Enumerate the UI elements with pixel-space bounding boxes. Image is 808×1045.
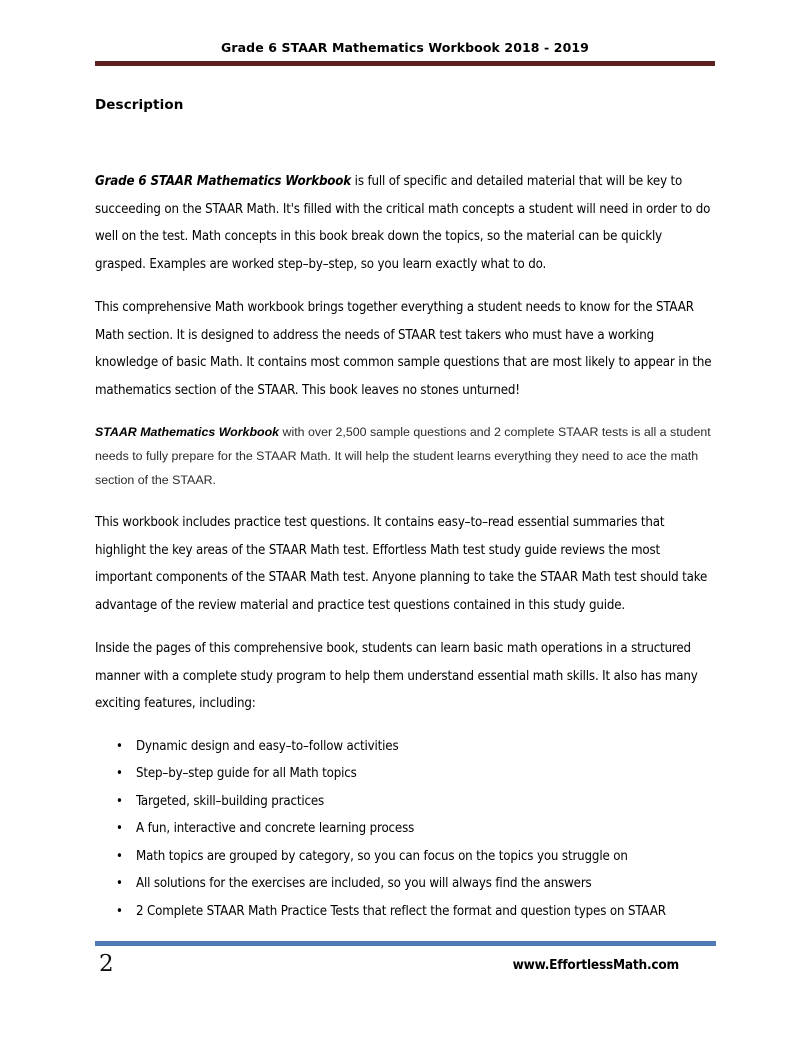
paragraph-4-text: This workbook includes practice test questions. It contains easy–to–read essential summaries that highlight the key areas of the STAAR Math test. Effortless Math test study guide reviews the most important components of the STAAR Math test. Anyone planning to take the STAAR Math test should take advantage of the review material and practice test questions contained in this study guide. (95, 515, 708, 613)
list-item-label: Math topics are grouped by category, so you can focus on the topics you struggle on (136, 848, 628, 864)
list-item (95, 870, 713, 898)
list-item-label: A fun, interactive and concrete learning process (136, 821, 415, 836)
list-item-label: All solutions for the exercises are included, so you will always find the answers (136, 876, 592, 891)
paragraph-2-text: This comprehensive Math workbook brings together everything a student needs to know for the STAAR Math section. It is designed to address the needs of STAAR test takers who must have a working knowledge of basic Math. It contains most common sample questions that are most likely to appear in the mathematics section of the STAAR. This book leaves no stones unturned! (95, 300, 712, 398)
footer-website-url: www.EffortlessMath.com (512, 957, 679, 973)
feature-list (95, 733, 713, 926)
header-divider (95, 61, 715, 66)
list-item-label: 2 Complete STAAR Math Practice Tests that reflect the format and question types on STAAR (136, 903, 666, 919)
paragraph-5 (95, 635, 713, 718)
footer-divider (95, 941, 716, 946)
paragraph-4 (95, 509, 713, 619)
paragraph-3-text: with over 2,500 sample questions and 2 complete STAAR tests is all a student needs to fully prepare for the STAAR Math. It will help the student learns everything they need to ace the math section of the STAAR. (95, 425, 711, 487)
paragraph-1-text: is full of specific and detailed material that will be key to succeeding on the STAAR Math. It's filled with the critical math concepts a student will need in order to do well on the test. Math concepts in this book break down the topics, so the material can be quickly grasped. Examples are worked step–by–step, so you learn exactly what to do. (95, 174, 711, 272)
list-item (95, 788, 713, 816)
list-item-label: Dynamic design and easy–to–follow activities (136, 738, 399, 754)
paragraph-3 (95, 420, 713, 492)
page-number: 2 (99, 951, 114, 977)
list-item (95, 733, 713, 761)
list-item (95, 843, 713, 871)
header-title: Grade 6 STAAR Mathematics Workbook 2018 - 2019 (221, 40, 589, 55)
paragraph-3-lead: STAAR Mathematics Workbook (95, 425, 280, 439)
list-item-label: Step–by–step guide for all Math topics (136, 766, 357, 781)
list-item (95, 898, 713, 926)
document-body (95, 168, 713, 925)
paragraph-1 (95, 168, 713, 278)
list-item (95, 760, 713, 788)
paragraph-5-text: Inside the pages of this comprehensive book, students can learn basic math operations in a structured manner with a complete study program to help them understand essential math skills. It also has many exciting features, including: (95, 641, 698, 711)
list-item (95, 815, 713, 843)
paragraph-2 (95, 294, 713, 404)
section-heading: Description (95, 97, 184, 113)
page-header (95, 40, 715, 66)
paragraph-1-lead: Grade 6 STAAR Mathematics Workbook (95, 174, 352, 189)
list-item-label: Targeted, skill–building practices (136, 793, 325, 809)
